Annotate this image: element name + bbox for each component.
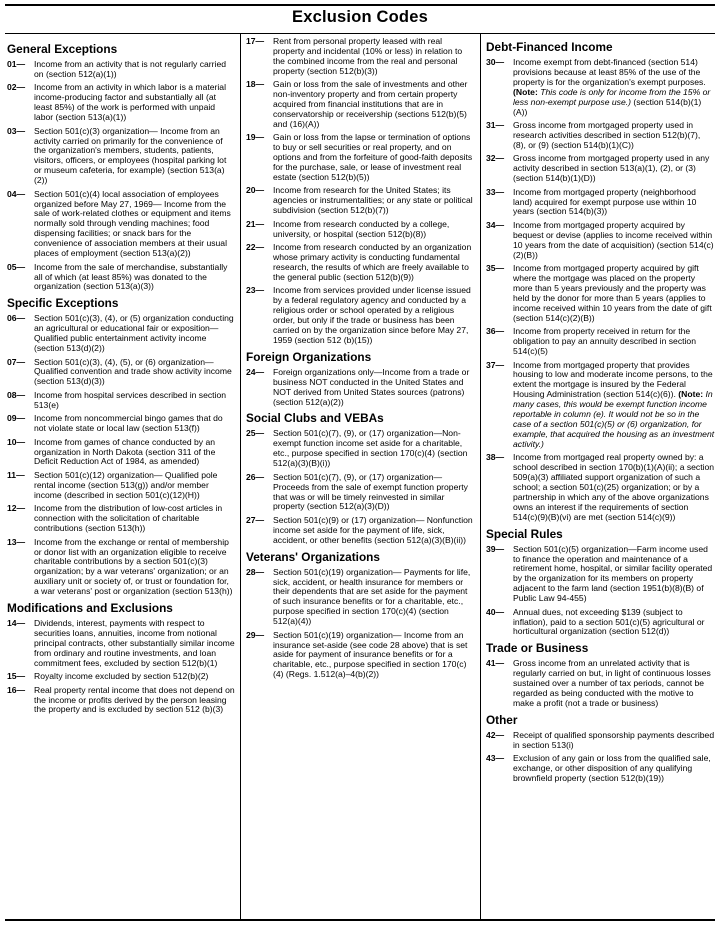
description-text: Income from noncommercial bingo games that do not violate state or local law (section 513(f)) — [34, 413, 223, 434]
description-text: Income from the exchange or rental of membership or donor list with an organization eligible to receive charitable contributions by a section 501(c)(3) organization; by a war veterans' organization; or an auxiliary unit or society of, or trust or foundation for, a war veterans' post or organization (section 513(h)) — [34, 536, 233, 597]
exclusion-code-item — [246, 133, 474, 183]
exclusion-code-item — [7, 414, 235, 434]
code-description — [513, 327, 715, 357]
column-2 — [240, 34, 478, 919]
exclusion-code-item — [486, 154, 715, 184]
exclusion-code-item — [246, 429, 474, 469]
code-description — [513, 221, 715, 261]
exclusion-code-item — [7, 619, 235, 669]
code-number: 23— — [246, 285, 265, 296]
citation-text: (section 514(b)(1)(A)) — [513, 96, 702, 117]
code-description — [34, 672, 235, 682]
description-text: Gain or loss from the lapse or termination of options to buy or sell securities or real property, and on options and from the forfeiture of good-faith deposits for the purchase, sale, or lease of investment real estate (section 512(b)(5)) — [273, 132, 473, 182]
description-text: Income from property received in return for the obligation to pay an annuity described in section 514(c)(5) — [513, 326, 696, 357]
exclusion-code-item — [486, 545, 715, 604]
exclusion-code-item — [7, 190, 235, 259]
code-description — [513, 264, 715, 323]
description-text: Section 501(c)(5) organization—Farm income used to finance the operation and maintenance of a retirement home, hospital, or similar facility operated by the organization for its members on property adjacent to the farm land (section 1951(b)(8)(B) of Public Law 94-455) — [513, 543, 713, 604]
code-description — [34, 414, 235, 434]
description-text: Section 501(c)(3), (4), (5), or (6) organization—Qualified convention and trade show activity income (section 513(d)(3)) — [34, 356, 232, 387]
exclusion-code-item — [486, 659, 715, 709]
exclusion-code-item — [7, 263, 235, 293]
code-number: 12— — [7, 503, 26, 514]
code-description — [513, 361, 715, 450]
description-text: Gain or loss from the sale of investments and other non-inventory property and from certain property acquired from financial institutions that are in conservatorship or receivership (sections 512(b)(5) and (16)(A)) — [273, 79, 468, 129]
code-description — [34, 83, 235, 123]
code-number: 04— — [7, 188, 26, 199]
code-description — [273, 243, 474, 283]
code-description — [513, 545, 715, 604]
description-text: Income from an activity in which labor is a material income-producing factor and substantially all (at least 85%) of the work is performed with unpaid labor (section 513(a)(1)) — [34, 82, 226, 123]
description-text: Income from an activity that is not regularly carried on (section 512(a)(1)) — [34, 59, 227, 79]
code-number: 27— — [246, 514, 265, 525]
description-text: Section 501(c)(3) organization— Income from an activity carried on primarily for the convenience of the organization's members, students, patients, visitors, officers, or employees (hospital parking lot or museum cafeteria, for example) (section 513(a)(2)) — [34, 125, 227, 186]
section-heading: Trade or Business — [486, 641, 589, 656]
column-1 — [5, 34, 237, 919]
exclusion-code-item — [7, 391, 235, 411]
code-section — [486, 40, 715, 523]
code-number: 36— — [486, 326, 505, 337]
exclusion-code-item — [7, 471, 235, 501]
exclusion-code-item — [246, 516, 474, 546]
note-label: (Note: — [678, 389, 704, 400]
code-description — [273, 516, 474, 546]
code-number: 13— — [7, 536, 26, 547]
code-description — [273, 80, 474, 130]
exclusion-code-item — [486, 754, 715, 784]
code-number: 18— — [246, 79, 265, 90]
exclusion-code-item — [246, 37, 474, 77]
code-description — [513, 659, 715, 709]
code-number: 09— — [7, 413, 26, 424]
section-heading: Special Rules — [486, 526, 563, 541]
code-description — [273, 368, 474, 408]
code-description — [34, 438, 235, 468]
section-heading: Other — [486, 712, 518, 727]
code-number: 30— — [486, 57, 505, 67]
description-text: Section 501(c)(7), (9), or (17) organization—Proceeds from the sale of exempt function property that was or will be timely reinvested in similar property (section 512(a)(3)(D)) — [273, 471, 468, 512]
description-text: Income exempt from debt-financed (section 514) provisions because at least 85% of the use of the property is for the organization's exempt purposes. — [513, 57, 706, 87]
exclusion-code-item — [7, 672, 235, 682]
exclusion-code-item — [486, 327, 715, 357]
exclusion-code-item — [246, 186, 474, 216]
code-section — [486, 641, 715, 709]
description-text: Gross income from mortgaged property used in any activity described in section 513(a)(1), (2), or (3) (section 514(b)(1)(D)) — [513, 153, 710, 184]
code-description — [34, 263, 235, 293]
description-text: Income from research conducted by a college, university, or hospital (section 512(b)(8)) — [273, 218, 450, 239]
description-text: Section 501(c)(3), (4), or (5) organization conducting an agricultural or educational fair or exposition— Qualified public entertainment activity income (section 513(d)(2)) — [34, 313, 234, 354]
description-text: Section 501(c)(9) or (17) organization— Nonfunction income set aside for the payment of life, sick, accident, or other benefits (section 512(a)(3)(B)(ii)) — [273, 514, 473, 545]
code-number: 39— — [486, 543, 505, 554]
code-description — [513, 731, 715, 751]
code-number: 33— — [486, 186, 505, 197]
code-description — [34, 686, 235, 716]
code-number: 07— — [7, 356, 26, 367]
section-heading: Modifications and Exclusions — [7, 601, 173, 616]
description-text: Income from hospital services described in section 513(e) — [34, 389, 227, 410]
code-number: 11— — [7, 469, 25, 480]
exclusion-code-item — [246, 243, 474, 283]
code-description — [34, 504, 235, 534]
section-heading: General Exceptions — [7, 42, 118, 56]
code-description — [34, 314, 235, 354]
exclusion-code-item — [246, 473, 474, 513]
exclusion-code-item — [486, 121, 715, 151]
code-description — [34, 60, 235, 80]
code-number: 31— — [486, 120, 505, 131]
description-text: Income from mortgaged property that provides housing to low and moderate income persons, to the extent the mortgage is insured by the Federal Housing Administration (section 514(c)(6)). — [513, 359, 713, 400]
code-description — [34, 127, 235, 186]
code-number: 37— — [486, 359, 505, 370]
description-text: Section 501(c)(7), (9), or (17) organization—Non-exempt function income set aside for a charitable, etc., purpose specified in section 170(c)(4) (section 512(a)(3)(B)(i)) — [273, 428, 468, 469]
note-text: This code is only for income from the 15% or less non-exempt purpose use.) — [513, 86, 711, 107]
code-section — [246, 411, 474, 545]
code-number: 03— — [7, 125, 26, 136]
exclusion-code-item — [7, 60, 235, 80]
code-description — [273, 220, 474, 240]
code-number: 05— — [7, 261, 26, 272]
code-description — [273, 186, 474, 216]
description-text: Real property rental income that does not depend on the income or profits derived by the person leasing the property and is excluded by section 512 (b)(3) — [34, 684, 235, 715]
section-heading: Foreign Organizations — [246, 349, 372, 364]
description-text: Income from mortgaged property acquired by bequest or devise (applies to income received within 10 years from the date of acquisition) (section 514(c)(2)(B)) — [513, 219, 714, 260]
code-section — [7, 601, 235, 715]
exclusion-code-item — [486, 361, 715, 450]
code-number: 25— — [246, 428, 265, 439]
code-description — [273, 286, 474, 345]
code-description — [273, 631, 474, 681]
code-number: 28— — [246, 566, 265, 577]
description-text: Exclusion of any gain or loss from the qualified sale, exchange, or other disposition of any qualifying brownfield property (section 512(b)(19)) — [513, 753, 711, 784]
description-text: Gross income from an unrelated activity that is regularly carried on but, in light of continuous losses sustained over a number of tax periods, cannot be regarded as being conducted with the motive to make a profit (not a trade or business) — [513, 658, 711, 708]
exclusion-code-item — [7, 83, 235, 123]
code-number: 14— — [7, 618, 26, 629]
note-text: In many cases, this would be exempt function income reportable in column (e). It would not be so in the case of a section 501(c)(5) or (6) organization, for example, that acquired the housing as an investment activity.) — [513, 389, 715, 449]
code-number: 41— — [486, 658, 505, 669]
exclusion-code-item — [246, 568, 474, 627]
code-description — [273, 429, 474, 469]
code-number: 21— — [246, 218, 265, 229]
description-text: Section 501(c)(19) organization— Income from an insurance set-aside (see code 28 above) that is set aside for payment of insurance benefits or for a charitable, etc., purpose specified in section 170(c)(4) (Regs. 1.512(a)–4(b)(2)) — [273, 629, 468, 680]
column-3 — [480, 34, 715, 919]
code-description — [34, 471, 235, 501]
code-number: 06— — [7, 313, 26, 324]
code-section — [486, 713, 715, 784]
description-text: Income from research for the United States; its agencies or instrumentalities; or any state or political subdivision (section 512(b)(7)) — [273, 185, 473, 216]
description-text: Section 501(c)(19) organization— Payments for life, sick, accident, or health insurance for members or their dependents that are set aside for the payment of such insurance benefits or for a charitable, etc., purpose specified in section 170(c)(4) (section 512(a)(4)) — [273, 566, 471, 627]
code-description — [34, 619, 235, 669]
code-number: 40— — [486, 606, 505, 617]
description-text: Income from the sale of merchandise, substantially all of which (at least 85%) was donated to the organization (section 513(a)(3)) — [34, 261, 228, 292]
code-description — [34, 391, 235, 411]
code-number: 43— — [486, 753, 505, 764]
code-number: 34— — [486, 219, 505, 230]
description-text: Income from mortgaged property (neighborhood land) acquired for exempt purpose use within 10 years (section 514(b)(3)) — [513, 186, 697, 217]
exclusion-code-item — [7, 127, 235, 186]
code-number: 22— — [246, 242, 265, 253]
exclusion-code-item — [246, 220, 474, 240]
code-description — [273, 473, 474, 513]
description-text: Dividends, interest, payments with respect to securities loans, annuities, income from notional principal contracts, other substantially similar income from ordinary and routine investments, and loan commitment fees, excluded by section 512(b)(1) — [34, 618, 235, 668]
code-description — [273, 568, 474, 627]
exclusion-code-item — [7, 686, 235, 716]
description-text: Royalty income excluded by section 512(b)(2) — [34, 671, 209, 682]
code-description — [513, 608, 715, 638]
code-number: 08— — [7, 389, 26, 400]
exclusion-code-item — [7, 438, 235, 468]
code-description — [513, 58, 715, 117]
code-number: 17— — [246, 36, 265, 46]
exclusion-code-item — [486, 608, 715, 638]
code-number: 29— — [246, 629, 265, 640]
code-number: 02— — [7, 82, 26, 93]
description-text: Income from mortgaged property acquired by gift where the mortgage was placed on the property more than 5 years previously and the property was held by the donor for more than 5 years (applies to income received within 10 years from the date of gift (section 514(c)(2)(B)) — [513, 263, 712, 323]
exclusion-code-item — [7, 538, 235, 597]
code-number: 32— — [486, 153, 505, 164]
page-title: Exclusion Codes — [292, 8, 428, 26]
code-number: 20— — [246, 185, 265, 196]
description-text: Foreign organizations only—Income from a trade or business NOT conducted in the United States and NOT derived from United States sources (patrons) (section 512(a)(2)) — [273, 366, 470, 407]
description-text: Income from the distribution of low-cost articles in connection with the solicitation of charitable contributions (section 513(h)) — [34, 503, 223, 534]
description-text: Income from games of chance conducted by an organization in North Dakota (section 311 of the Deficit Reduction Act of 1984, as amended) — [34, 436, 216, 467]
code-description — [513, 754, 715, 784]
description-text: Section 501(c)(12) organization— Qualified pole rental income (section 513(g)) and/or member income (described in section 501(c)(12)(H)) — [34, 469, 218, 500]
exclusion-code-item — [7, 314, 235, 354]
code-number: 15— — [7, 671, 26, 682]
code-section — [7, 42, 235, 292]
description-text: Income from services provided under license issued by a federal regulatory agency and conducted by a religious order or school operated by a religious order, but only if the trade or business has been carried on by the organization since before May 27, 1959 (section 512 (b)(15)) — [273, 285, 471, 345]
exclusion-code-item — [7, 504, 235, 534]
exclusion-code-item — [486, 731, 715, 751]
description-text: Receipt of qualified sponsorship payments described in section 513(i) — [513, 729, 715, 750]
section-heading: Veterans' Organizations — [246, 549, 380, 564]
code-number: 42— — [486, 729, 505, 740]
code-number: 35— — [486, 263, 505, 274]
code-description — [34, 538, 235, 597]
code-number: 26— — [246, 471, 265, 482]
code-description — [273, 37, 474, 77]
description-text: Rent from personal property leased with real property and incidental (10% or less) in relation to the combined income from the real and personal property (section 512(b)(3)) — [273, 36, 463, 76]
exclusion-code-item — [246, 80, 474, 130]
section-heading: Debt-Financed Income — [486, 40, 613, 54]
code-description — [273, 133, 474, 183]
code-number: 19— — [246, 132, 265, 143]
exclusion-code-item — [486, 221, 715, 261]
code-section — [246, 550, 474, 681]
code-description — [513, 154, 715, 184]
exclusion-code-item — [246, 631, 474, 681]
description-text: Section 501(c)(4) local association of employees organized before May 27, 1969— Income from the sale of work-related clothes or equipment and items normally sold through vending machines; food dispensing facilities; or snack bars for the convenience of association members at their usual places of employment (section 513(a)(2)) — [34, 188, 231, 259]
code-number: 16— — [7, 684, 26, 695]
code-number: 24— — [246, 366, 265, 377]
exclusion-code-item — [246, 368, 474, 408]
exclusion-code-item — [7, 358, 235, 388]
code-description — [34, 190, 235, 259]
code-description — [513, 121, 715, 151]
description-text: Annual dues, not exceeding $139 (subject to inflation), paid to a section 501(c)(5) agricultural or horticultural organization (section 512(d)) — [513, 606, 705, 637]
description-text: Income from research conducted by an organization whose primary activity is conducting fundamental research, the results of which are freely available to the general public (section 512(b)(9)) — [273, 242, 472, 282]
code-number: 10— — [7, 436, 26, 447]
description-text: Income from mortgaged real property owned by: a school described in section 170(b)(1)(A)(ii); a section 509(a)(3) affiliated support organization of such a school; a section 501(c)(25) organization; or by a partnership in which any of the above organizations owns an interest if the requirements of section 514(c)(9)(B)(vi) are met (section 514(c)(9)) — [513, 452, 715, 522]
exclusion-code-item — [486, 58, 715, 117]
exclusion-code-item — [486, 188, 715, 218]
code-number: 38— — [486, 452, 505, 463]
description-text: Gross income from mortgaged property used in research activities described in section 512(b)(7), (8), or (9) (section 514(b)(1)(C)) — [513, 120, 701, 150]
code-section — [246, 37, 474, 346]
section-heading: Social Clubs and VEBAs — [246, 411, 384, 426]
exclusion-code-item — [246, 286, 474, 345]
exclusion-code-item — [486, 453, 715, 522]
code-section — [7, 296, 235, 597]
code-description — [513, 188, 715, 218]
code-description — [513, 453, 715, 522]
exclusion-codes-page — [5, 4, 715, 921]
code-section — [246, 350, 474, 408]
exclusion-code-item — [486, 264, 715, 323]
section-heading: Specific Exceptions — [7, 296, 119, 311]
note-label: (Note: — [513, 86, 538, 97]
code-description — [34, 358, 235, 388]
code-number: 01— — [7, 59, 26, 69]
code-section — [486, 527, 715, 638]
